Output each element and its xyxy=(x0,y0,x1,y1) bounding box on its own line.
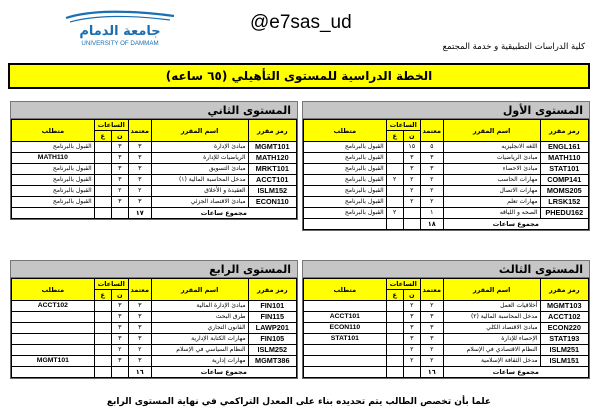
course-prerequisite: القبول بالبرنامج xyxy=(12,175,95,186)
course-row xyxy=(304,334,589,345)
course-prerequisite xyxy=(12,312,95,323)
course-row xyxy=(304,175,589,186)
total-empty-cell xyxy=(403,219,420,230)
level-title-bar xyxy=(10,101,298,119)
course-row xyxy=(304,323,589,334)
course-lecture-hours: ٣ xyxy=(403,323,420,334)
col-practical-header: ع xyxy=(386,131,403,142)
level-4-block xyxy=(10,260,298,379)
course-name: النظام الاقتصادي في الإسلام xyxy=(443,345,540,356)
course-prerequisite: ECON110 xyxy=(304,323,387,334)
course-code: ISLM252 xyxy=(248,345,296,356)
course-name: مبادئ التسويق xyxy=(151,164,248,175)
course-prerequisite: ACCT102 xyxy=(12,301,95,312)
course-name: مبادئ الرياضيات xyxy=(443,153,540,164)
course-practical-hours xyxy=(94,301,111,312)
col-lecture-header: ن xyxy=(403,131,420,142)
total-empty-cell xyxy=(403,367,420,378)
course-code: ISLM151 xyxy=(540,356,588,367)
level-3-block xyxy=(302,260,590,379)
col-hours-header: الساعات xyxy=(386,120,420,131)
course-prerequisite xyxy=(304,345,387,356)
course-row xyxy=(304,301,589,312)
course-name: الإحصاء للإدارة xyxy=(443,334,540,345)
course-row xyxy=(12,175,297,186)
total-row xyxy=(12,208,297,219)
course-row xyxy=(304,153,589,164)
course-lecture-hours: ٣ xyxy=(111,197,128,208)
col-prereq-header: متطلب xyxy=(304,120,387,142)
course-practical-hours xyxy=(386,334,403,345)
course-practical-hours xyxy=(386,186,403,197)
col-practical-header: ع xyxy=(94,131,111,142)
course-name: مبادئ الإدارة المالية xyxy=(151,301,248,312)
course-row xyxy=(12,142,297,153)
course-row xyxy=(304,164,589,175)
col-code-header: رمز مقرر xyxy=(248,279,296,301)
course-name: مبادئ الاحصاء xyxy=(443,164,540,175)
course-credit: ٢ xyxy=(128,186,151,197)
course-prerequisite: القبول بالبرنامج xyxy=(304,186,387,197)
course-code: FIN105 xyxy=(248,334,296,345)
course-row xyxy=(304,186,589,197)
course-practical-hours xyxy=(386,301,403,312)
course-row xyxy=(304,356,589,367)
col-credit-header: معتمد xyxy=(128,120,151,142)
course-practical-hours xyxy=(386,164,403,175)
course-practical-hours xyxy=(386,323,403,334)
course-credit: ٣ xyxy=(420,312,443,323)
course-prerequisite xyxy=(12,334,95,345)
course-practical-hours xyxy=(94,175,111,186)
header-row xyxy=(12,120,297,131)
level-title-bar xyxy=(302,260,590,278)
level-1-block xyxy=(302,101,590,231)
course-row xyxy=(12,323,297,334)
course-credit: ٥ xyxy=(420,142,443,153)
course-row xyxy=(12,312,297,323)
col-prereq-header: متطلب xyxy=(12,279,95,301)
course-credit: ٢ xyxy=(420,175,443,186)
level-table-wrapper xyxy=(302,278,590,379)
course-lecture-hours: ٣ xyxy=(111,356,128,367)
course-name: مدخل الثقافة الإسلامية xyxy=(443,356,540,367)
course-practical-hours: ٢ xyxy=(386,208,403,219)
university-logo xyxy=(60,8,180,50)
course-lecture-hours: ٢ xyxy=(403,301,420,312)
course-name: مهارات إدارية xyxy=(151,356,248,367)
col-code-header: رمز مقرر xyxy=(540,120,588,142)
course-name: مدخل المحاسبة المالية (٢) xyxy=(443,312,540,323)
course-row xyxy=(12,301,297,312)
course-row xyxy=(304,208,589,219)
col-credit-header: معتمد xyxy=(420,120,443,142)
course-row xyxy=(12,164,297,175)
course-table xyxy=(303,278,589,378)
course-prerequisite: القبول بالبرنامج xyxy=(304,153,387,164)
course-lecture-hours: ٣ xyxy=(111,153,128,164)
course-practical-hours: ٢ xyxy=(386,175,403,186)
course-code: FIN101 xyxy=(248,301,296,312)
level-title: المستوى الثالث xyxy=(498,262,583,276)
course-prerequisite: القبول بالبرنامج xyxy=(304,197,387,208)
course-credit: ٢ xyxy=(420,197,443,208)
course-name: طرق البحث xyxy=(151,312,248,323)
course-name: مدخل المحاسبة المالية (١) xyxy=(151,175,248,186)
course-lecture-hours: ٣ xyxy=(111,334,128,345)
course-row xyxy=(12,334,297,345)
plan-title-banner xyxy=(8,63,590,89)
total-empty-cell xyxy=(111,208,128,219)
level-title: المستوى الرابع xyxy=(209,262,291,276)
course-lecture-hours: ٣ xyxy=(111,301,128,312)
level-table-wrapper xyxy=(10,119,298,220)
total-hours: ١٦ xyxy=(128,367,151,378)
course-lecture-hours: ٣ xyxy=(403,153,420,164)
course-credit: ٣ xyxy=(128,142,151,153)
course-lecture-hours: ٢ xyxy=(403,356,420,367)
course-row xyxy=(12,186,297,197)
course-lecture-hours: ٣ xyxy=(403,334,420,345)
course-credit: ٢ xyxy=(128,345,151,356)
course-row xyxy=(12,345,297,356)
course-lecture-hours: ٣ xyxy=(403,164,420,175)
total-empty-cell xyxy=(386,219,403,230)
course-credit: ٣ xyxy=(420,153,443,164)
col-code-header: رمز مقرر xyxy=(248,120,296,142)
course-name: النظام السياسي في الإسلام xyxy=(151,345,248,356)
course-code: ISLM251 xyxy=(540,345,588,356)
level-title-bar xyxy=(302,101,590,119)
total-label: مجموع ساعات xyxy=(443,219,588,230)
course-credit: ٣ xyxy=(128,175,151,186)
course-code: ENGL161 xyxy=(540,142,588,153)
course-code: COMP141 xyxy=(540,175,588,186)
col-hours-header: الساعات xyxy=(94,120,128,131)
course-code: ECON110 xyxy=(248,197,296,208)
total-row xyxy=(12,367,297,378)
course-lecture-hours: ٢ xyxy=(111,186,128,197)
course-credit: ٣ xyxy=(128,334,151,345)
course-name: مبادئ الاقتصاد الجزئي xyxy=(151,197,248,208)
col-lecture-header: ن xyxy=(403,290,420,301)
course-credit: ٢ xyxy=(420,186,443,197)
total-row xyxy=(304,219,589,230)
course-name: العقيدة و الأخلاق xyxy=(151,186,248,197)
course-name: مبادئ الاقتصاد الكلي xyxy=(443,323,540,334)
course-practical-hours xyxy=(386,142,403,153)
total-empty-cell xyxy=(94,208,111,219)
course-lecture-hours: ٣ xyxy=(111,175,128,186)
course-table xyxy=(303,119,589,230)
course-credit: ٣ xyxy=(128,197,151,208)
course-practical-hours xyxy=(94,345,111,356)
course-credit: ٣ xyxy=(128,301,151,312)
course-table xyxy=(11,119,297,219)
course-practical-hours xyxy=(94,312,111,323)
course-prerequisite: MATH110 xyxy=(12,153,95,164)
course-code: ACCT101 xyxy=(248,175,296,186)
total-empty-cell xyxy=(304,219,387,230)
course-practical-hours xyxy=(94,356,111,367)
twitter-handle: @e7sas_ud xyxy=(250,12,352,33)
course-code: MGMT386 xyxy=(248,356,296,367)
course-name: مهارات الاتصال xyxy=(443,186,540,197)
course-code: MOMS205 xyxy=(540,186,588,197)
header-row xyxy=(12,279,297,290)
logo-english-text: UNIVERSITY OF DAMMAM xyxy=(81,40,159,47)
level-table-wrapper xyxy=(10,278,298,379)
col-lecture-header: ن xyxy=(111,131,128,142)
course-credit: ١ xyxy=(420,208,443,219)
course-prerequisite: MGMT101 xyxy=(12,356,95,367)
col-hours-header: الساعات xyxy=(94,279,128,290)
course-lecture-hours: ٢ xyxy=(403,186,420,197)
course-lecture-hours: ٢ xyxy=(403,345,420,356)
course-prerequisite: القبول بالبرنامج xyxy=(12,197,95,208)
course-practical-hours xyxy=(386,197,403,208)
level-title: المستوى الثاني xyxy=(207,103,291,117)
course-code: FIN115 xyxy=(248,312,296,323)
course-practical-hours xyxy=(386,356,403,367)
course-credit: ٣ xyxy=(128,312,151,323)
total-label: مجموع ساعات xyxy=(443,367,588,378)
course-lecture-hours: ٢ xyxy=(403,197,420,208)
course-lecture-hours: ٢ xyxy=(111,345,128,356)
course-credit: ٢ xyxy=(420,301,443,312)
total-empty-cell xyxy=(111,367,128,378)
col-hours-header: الساعات xyxy=(386,279,420,290)
course-name: مهارات الكتابة الإدارية xyxy=(151,334,248,345)
course-name: الصحه و اللياقه xyxy=(443,208,540,219)
college-name: كلية الدراسات التطبيقية و خدمة المجتمع xyxy=(442,42,585,52)
course-practical-hours xyxy=(386,153,403,164)
course-table xyxy=(11,278,297,378)
course-lecture-hours: ٣ xyxy=(111,323,128,334)
course-practical-hours xyxy=(94,142,111,153)
course-practical-hours xyxy=(386,345,403,356)
course-prerequisite xyxy=(12,345,95,356)
header-row xyxy=(304,120,589,131)
course-code: LAWP201 xyxy=(248,323,296,334)
course-lecture-hours: ٣ xyxy=(111,142,128,153)
course-row xyxy=(304,197,589,208)
course-credit: ٣ xyxy=(128,356,151,367)
course-code: MGMT103 xyxy=(540,301,588,312)
course-name: مبادئ الإدارة xyxy=(151,142,248,153)
level-2-block xyxy=(10,101,298,220)
col-practical-header: ع xyxy=(386,290,403,301)
course-credit: ٢ xyxy=(420,345,443,356)
course-prerequisite xyxy=(304,301,387,312)
course-name: القانون التجاري xyxy=(151,323,248,334)
course-row xyxy=(304,312,589,323)
total-empty-cell xyxy=(12,367,95,378)
course-practical-hours xyxy=(94,186,111,197)
course-credit: ٣ xyxy=(420,164,443,175)
course-credit: ٣ xyxy=(128,153,151,164)
course-code: MGMT101 xyxy=(248,142,296,153)
course-row xyxy=(12,356,297,367)
total-row xyxy=(304,367,589,378)
course-row xyxy=(12,153,297,164)
course-practical-hours xyxy=(94,164,111,175)
col-lecture-header: ن xyxy=(111,290,128,301)
course-prerequisite: القبول بالبرنامج xyxy=(304,164,387,175)
course-credit: ٣ xyxy=(128,323,151,334)
course-row xyxy=(12,197,297,208)
col-name-header: اسم المقرر xyxy=(151,120,248,142)
footer-note: علما بأن تخصص الطالب يتم تحديده بناء على المعدل التراكمي في نهاية المستوى الرابع xyxy=(106,397,492,407)
course-prerequisite xyxy=(12,323,95,334)
col-name-header: اسم المقرر xyxy=(443,279,540,301)
course-prerequisite: القبول بالبرنامج xyxy=(304,175,387,186)
header-row xyxy=(304,279,589,290)
course-practical-hours xyxy=(94,197,111,208)
total-hours: ١٨ xyxy=(420,219,443,230)
course-lecture-hours: ٢ xyxy=(403,175,420,186)
col-credit-header: معتمد xyxy=(420,279,443,301)
course-prerequisite: القبول بالبرنامج xyxy=(12,186,95,197)
course-lecture-hours: ١٥ xyxy=(403,142,420,153)
total-hours: ١٧ xyxy=(128,208,151,219)
col-name-header: اسم المقرر xyxy=(151,279,248,301)
course-credit: ٣ xyxy=(420,323,443,334)
course-code: LRSK152 xyxy=(540,197,588,208)
course-practical-hours xyxy=(94,323,111,334)
course-code: ECON220 xyxy=(540,323,588,334)
course-code: STAT101 xyxy=(540,164,588,175)
course-prerequisite xyxy=(304,356,387,367)
course-prerequisite: ACCT101 xyxy=(304,312,387,323)
course-code: MATH120 xyxy=(248,153,296,164)
course-code: PHEDU162 xyxy=(540,208,588,219)
col-prereq-header: متطلب xyxy=(304,279,387,301)
course-lecture-hours xyxy=(403,208,420,219)
course-practical-hours xyxy=(94,153,111,164)
logo-arabic-text: جامعة الدمام xyxy=(79,24,161,39)
course-prerequisite: القبول بالبرنامج xyxy=(304,208,387,219)
course-code: ISLM152 xyxy=(248,186,296,197)
course-credit: ٢ xyxy=(420,356,443,367)
col-name-header: اسم المقرر xyxy=(443,120,540,142)
course-credit: ٣ xyxy=(128,164,151,175)
course-prerequisite: القبول بالبرنامج xyxy=(12,142,95,153)
course-name: مهارات الحاسب xyxy=(443,175,540,186)
total-label: مجموع ساعات xyxy=(151,208,296,219)
total-empty-cell xyxy=(94,367,111,378)
course-name: أخلاقيات العمل xyxy=(443,301,540,312)
course-practical-hours xyxy=(386,312,403,323)
course-prerequisite: القبول بالبرنامج xyxy=(304,142,387,153)
course-row xyxy=(304,345,589,356)
col-prereq-header: متطلب xyxy=(12,120,95,142)
course-code: STAT193 xyxy=(540,334,588,345)
course-prerequisite: القبول بالبرنامج xyxy=(12,164,95,175)
total-hours: ١٦ xyxy=(420,367,443,378)
course-lecture-hours: ٣ xyxy=(403,312,420,323)
course-practical-hours xyxy=(94,334,111,345)
course-credit: ٣ xyxy=(420,334,443,345)
level-table-wrapper xyxy=(302,119,590,231)
course-lecture-hours: ٣ xyxy=(111,164,128,175)
level-title: المستوى الأول xyxy=(502,103,583,117)
col-practical-header: ع xyxy=(94,290,111,301)
level-title-bar xyxy=(10,260,298,278)
col-code-header: رمز مقرر xyxy=(540,279,588,301)
total-empty-cell xyxy=(12,208,95,219)
total-empty-cell xyxy=(386,367,403,378)
plan-title: الخطة الدراسية للمستوى التأهيلي (٦٥ ساعه) xyxy=(165,69,433,83)
course-name: الرياضيات للإدارة xyxy=(151,153,248,164)
course-code: MRKT101 xyxy=(248,164,296,175)
col-credit-header: معتمد xyxy=(128,279,151,301)
total-label: مجموع ساعات xyxy=(151,367,296,378)
course-code: MATH110 xyxy=(540,153,588,164)
course-name: اللغه الانجليزيه xyxy=(443,142,540,153)
course-prerequisite: STAT101 xyxy=(304,334,387,345)
course-row xyxy=(304,142,589,153)
course-name: مهارات تعلم xyxy=(443,197,540,208)
course-code: ACCT102 xyxy=(540,312,588,323)
total-empty-cell xyxy=(304,367,387,378)
course-lecture-hours: ٣ xyxy=(111,312,128,323)
